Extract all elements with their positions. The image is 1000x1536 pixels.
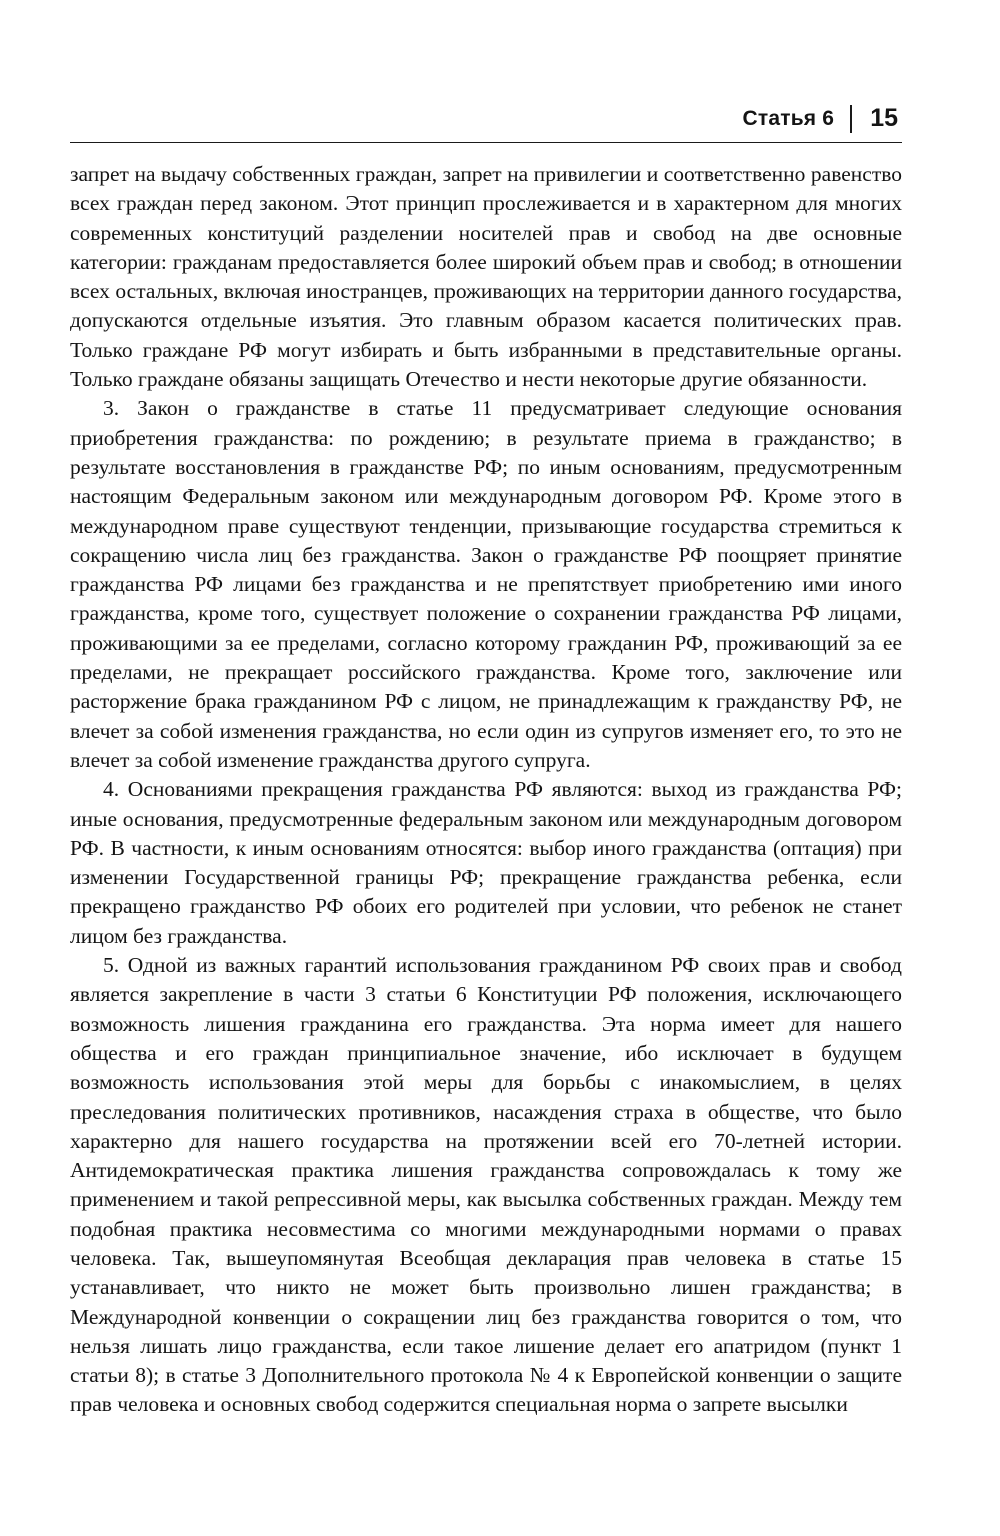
paragraph-5: 5. Одной из важных гарантий использования гражданином РФ своих прав и свобод является закрепление в части 3 статьи 6 Конституции РФ положения, исключающего возможность лишения гражданина его гражданства. Эта норма имеет для нашего общества и его граждан принципиальное значение, ибо исключает в будущем возможность использования этой меры для борьбы с инакомыслием, в целях преследования политических противников, насаждения страха в обществе, что было характерно для нашего государства на протяжении всей его 70-летней истории. Антидемократическая практика лишения гражданства сопровождалась к тому же применением и такой репрессивной меры, как высылка собственных граждан. Между тем подобная практика несовместима со многими международными нормами о правах человека. Так, вышеупомянутая Всеобщая декларация прав человека в статье 15 устанавливает, что никто не может быть произвольно лишен гражданства; в Международной конвенции о сокращении лиц без гражданства говорится о том, что нельзя лишать лицо гражданства, если такое лишение делает его апатридом (пункт 1 статьи 8); в статье 3 Дополнительного протокола № 4 к Европейской конвенции о защите прав человека и основных свобод содержится специальная норма о запрете высылки xyxy=(70,953,902,1417)
body-text xyxy=(70,160,902,1420)
running-header xyxy=(70,98,902,143)
article-title: Статья 6 xyxy=(742,106,835,130)
running-header-content xyxy=(742,104,898,133)
paragraph-3: 3. Закон о гражданстве в статье 11 предусматривает следующие основания приобретения гражданства: по рождению; в результате приема в гражданство; в результате восстановления в гражданстве РФ; по иным основаниям, предусмотренным настоящим Федеральным законом или международным договором РФ. Кроме этого в международном праве существуют тенденции, призывающие государства стремиться к сокращению числа лиц без гражданства. Закон о гражданстве РФ поощряет принятие гражданства РФ лицами без гражданства и не препятствует приобретению ими иного гражданства, кроме того, существует положение о сохранении гражданства РФ лицами, проживающими за ее пределами, согласно которому гражданин РФ, проживающий за ее пределами, не прекращает российского гражданства. Кроме того, заключение или расторжение брака гражданином РФ с лицом, не принадлежащим к гражданству РФ, не влечет за собой изменения гражданства, но если один из супругов изменяет его, то это не влечет за собой изменение гражданства другого супруга. xyxy=(70,396,902,772)
page-number: 15 xyxy=(870,104,898,132)
paragraph-continuation: запрет на выдачу собственных граждан, запрет на привилегии и соответственно равенство всех граждан перед законом. Этот принцип прослеживается и в характерном для многих современных конституций разделении носителей прав и свобод на две основные категории: гражданам предоставляется более широкий объем прав и свобод; в отношении всех остальных, включая иностранцев, проживающих на территории данного государства, допускаются отдельные изъятия. Это главным образом касается политических прав. Только граждане РФ могут избирать и быть избранными в представительные органы. Только граждане обязаны защищать Отечество и нести некоторые другие обязанности. xyxy=(70,162,902,392)
header-separator xyxy=(850,105,852,133)
paragraph-4: 4. Основаниями прекращения гражданства РФ являются: выход из гражданства РФ; иные основания, предусмотренные федеральным законом или международным договором РФ. В частности, к иным основаниям относятся: выбор иного гражданства (оптация) при изменении Государственной границы РФ; прекращение гражданства ребенка, если прекращено гражданство РФ обоих его родителей при условии, что ребенок не станет лицом без гражданства. xyxy=(70,777,902,948)
